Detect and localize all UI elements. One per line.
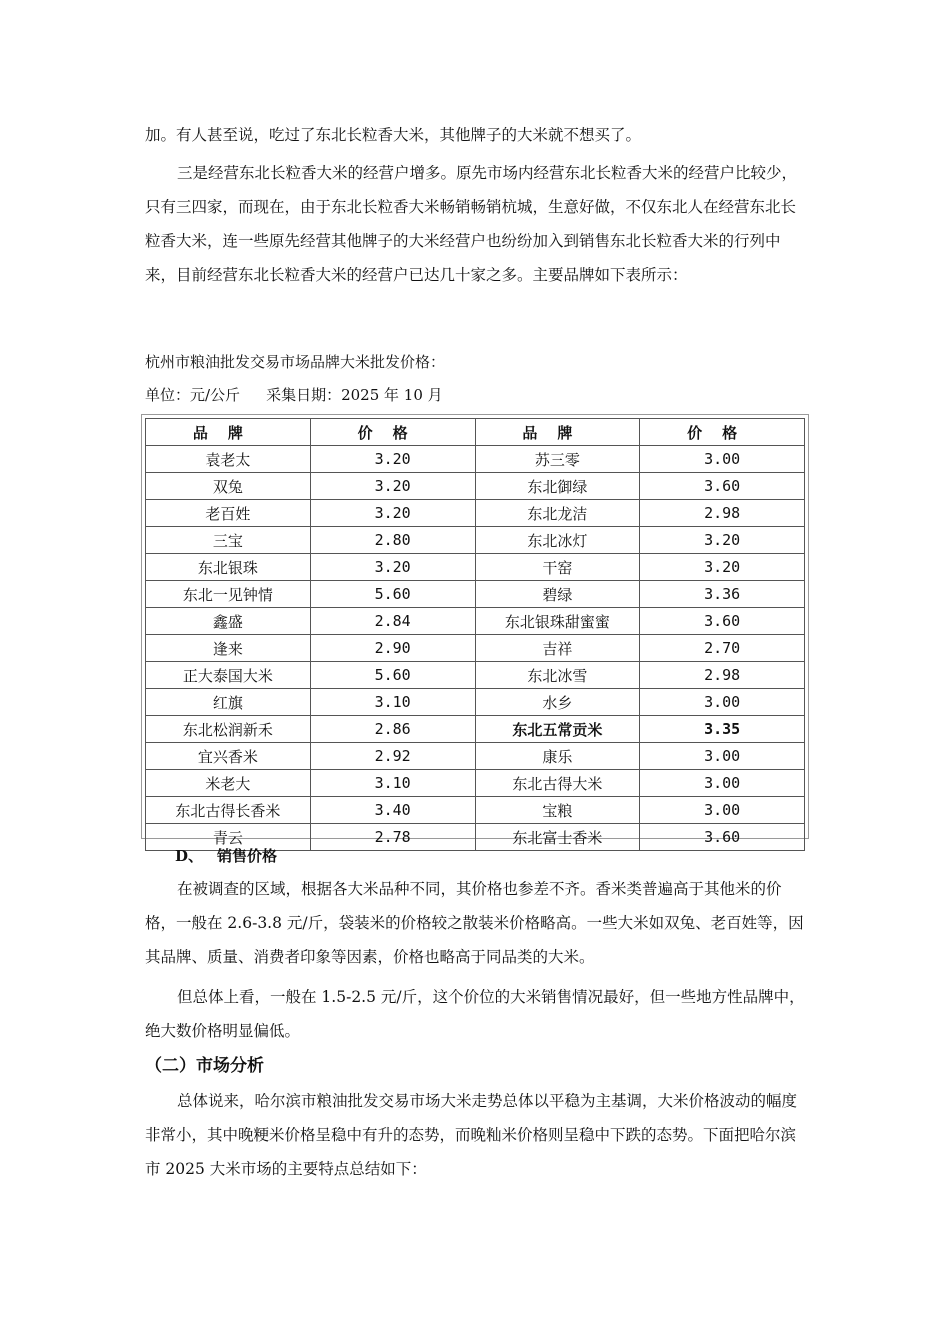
price-cell: 3.00 <box>640 689 805 716</box>
section-2-heading: （二）市场分析 <box>145 1056 264 1076</box>
section-d-heading <box>175 846 277 866</box>
brand-cell: 东北冰雪 <box>475 662 640 689</box>
table-row <box>146 689 805 716</box>
header-price-2: 价格 <box>640 419 805 446</box>
table-row <box>146 527 805 554</box>
brand-cell: 东北龙洁 <box>475 500 640 527</box>
table-body <box>146 446 805 851</box>
price-cell: 3.00 <box>640 770 805 797</box>
brand-cell: 东北银珠 <box>146 554 311 581</box>
brand-cell: 东北五常贡米 <box>475 716 640 743</box>
brand-cell: 老百姓 <box>146 500 311 527</box>
brand-cell: 吉祥 <box>475 635 640 662</box>
table-row <box>146 608 805 635</box>
brand-cell: 碧绿 <box>475 581 640 608</box>
brand-cell: 东北一见钟情 <box>146 581 311 608</box>
price-cell: 5.60 <box>310 581 475 608</box>
table-meta <box>145 385 810 405</box>
table-row <box>146 770 805 797</box>
table-row <box>146 662 805 689</box>
brand-cell: 东北御绿 <box>475 473 640 500</box>
header-brand-1: 品牌 <box>146 419 311 446</box>
brand-cell: 米老大 <box>146 770 311 797</box>
price-cell: 3.36 <box>640 581 805 608</box>
paragraph-overall-price: 但总体上看，一般在 1.5-2.5 元/斤，这个价位的大米销售情况最好，但一些地方性品牌中，绝大数价格明显偏低。 <box>145 988 805 1040</box>
brand-cell: 青云 <box>146 824 311 851</box>
section-d-label: D、 <box>175 847 204 865</box>
price-table-frame <box>141 414 809 847</box>
brand-cell: 水乡 <box>475 689 640 716</box>
brand-cell: 苏三零 <box>475 446 640 473</box>
brand-cell: 逢来 <box>146 635 311 662</box>
price-cell: 3.20 <box>310 473 475 500</box>
brand-cell: 干窑 <box>475 554 640 581</box>
price-cell: 2.90 <box>310 635 475 662</box>
table-caption: 杭州市粮油批发交易市场品牌大米批发价格： <box>145 353 446 371</box>
paragraph-sales-price: 在被调查的区域，根据各大米品种不同，其价格也参差不齐。香米类普遍高于其他米的价格，一般在 2.6-3.8 元/斤，袋装米的价格较之散装米价格略高。一些大米如双兔、老百姓等，因其品牌、质量、消费者印象等因素，价格也略高于同品类的大米。 <box>145 880 804 966</box>
price-cell: 3.10 <box>310 770 475 797</box>
price-cell: 3.00 <box>640 446 805 473</box>
paragraph-market-analysis: 总体说来，哈尔滨市粮油批发交易市场大米走势总体以平稳为主基调，大米价格波动的幅度非常小，其中晚粳米价格呈稳中有升的态势，而晚籼米价格则呈稳中下跌的态势。下面把哈尔滨市 2025 大米市场的主要特点总结如下： <box>145 1092 798 1178</box>
table-header-row <box>146 419 805 446</box>
brand-cell: 双兔 <box>146 473 311 500</box>
price-cell: 2.92 <box>310 743 475 770</box>
price-cell: 3.60 <box>640 608 805 635</box>
price-cell: 2.80 <box>310 527 475 554</box>
brand-cell: 东北松润新禾 <box>146 716 311 743</box>
table-row <box>146 581 805 608</box>
price-cell: 3.20 <box>310 500 475 527</box>
price-cell: 2.98 <box>640 662 805 689</box>
date-label: 采集日期：2025 年 10 月 <box>266 386 443 404</box>
brand-cell: 红旗 <box>146 689 311 716</box>
brand-cell: 东北古得长香米 <box>146 797 311 824</box>
table-row <box>146 500 805 527</box>
section-d-title: 销售价格 <box>217 847 278 865</box>
paragraph-continuation: 加。有人甚至说，吃过了东北长粒香大米，其他牌子的大米就不想买了。 <box>145 126 642 144</box>
brand-cell: 正大泰国大米 <box>146 662 311 689</box>
table-row <box>146 743 805 770</box>
price-cell: 2.70 <box>640 635 805 662</box>
price-table <box>145 418 805 851</box>
brand-cell: 东北富士香米 <box>475 824 640 851</box>
table-row <box>146 446 805 473</box>
table-row <box>146 716 805 743</box>
price-cell: 3.40 <box>310 797 475 824</box>
brand-cell: 康乐 <box>475 743 640 770</box>
brand-cell: 袁老太 <box>146 446 311 473</box>
table-row <box>146 554 805 581</box>
table-row <box>146 635 805 662</box>
price-cell: 2.98 <box>640 500 805 527</box>
brand-cell: 东北冰灯 <box>475 527 640 554</box>
price-cell: 5.60 <box>310 662 475 689</box>
brand-cell: 东北银珠甜蜜蜜 <box>475 608 640 635</box>
brand-cell: 三宝 <box>146 527 311 554</box>
header-brand-2: 品牌 <box>475 419 640 446</box>
table-row <box>146 473 805 500</box>
price-cell: 3.60 <box>640 473 805 500</box>
price-cell: 3.10 <box>310 689 475 716</box>
price-cell: 3.20 <box>640 554 805 581</box>
price-cell: 2.84 <box>310 608 475 635</box>
price-cell: 3.60 <box>640 824 805 851</box>
price-cell: 2.86 <box>310 716 475 743</box>
unit-label: 单位：元/公斤 <box>145 386 241 404</box>
price-cell: 2.78 <box>310 824 475 851</box>
price-cell: 3.00 <box>640 743 805 770</box>
paragraph-dealers: 三是经营东北长粒香大米的经营户增多。原先市场内经营东北长粒香大米的经营户比较少，只有三四家，而现在，由于东北长粒香大米畅销畅销杭城，生意好做，不仅东北人在经营东北长粒香大米，连一些原先经营其他牌子的大米经营户也纷纷加入到销售东北长粒香大米的行列中来，目前经营东北长粒香大米的经营户已达几十家之多。主要品牌如下表所示： <box>145 164 798 284</box>
brand-cell: 宜兴香米 <box>146 743 311 770</box>
brand-cell: 鑫盛 <box>146 608 311 635</box>
table-row <box>146 797 805 824</box>
price-cell: 3.20 <box>310 554 475 581</box>
brand-cell: 东北古得大米 <box>475 770 640 797</box>
header-price-1: 价格 <box>310 419 475 446</box>
price-cell: 3.20 <box>640 527 805 554</box>
price-cell: 3.20 <box>310 446 475 473</box>
brand-cell: 宝粮 <box>475 797 640 824</box>
price-cell: 3.35 <box>640 716 805 743</box>
price-cell: 3.00 <box>640 797 805 824</box>
